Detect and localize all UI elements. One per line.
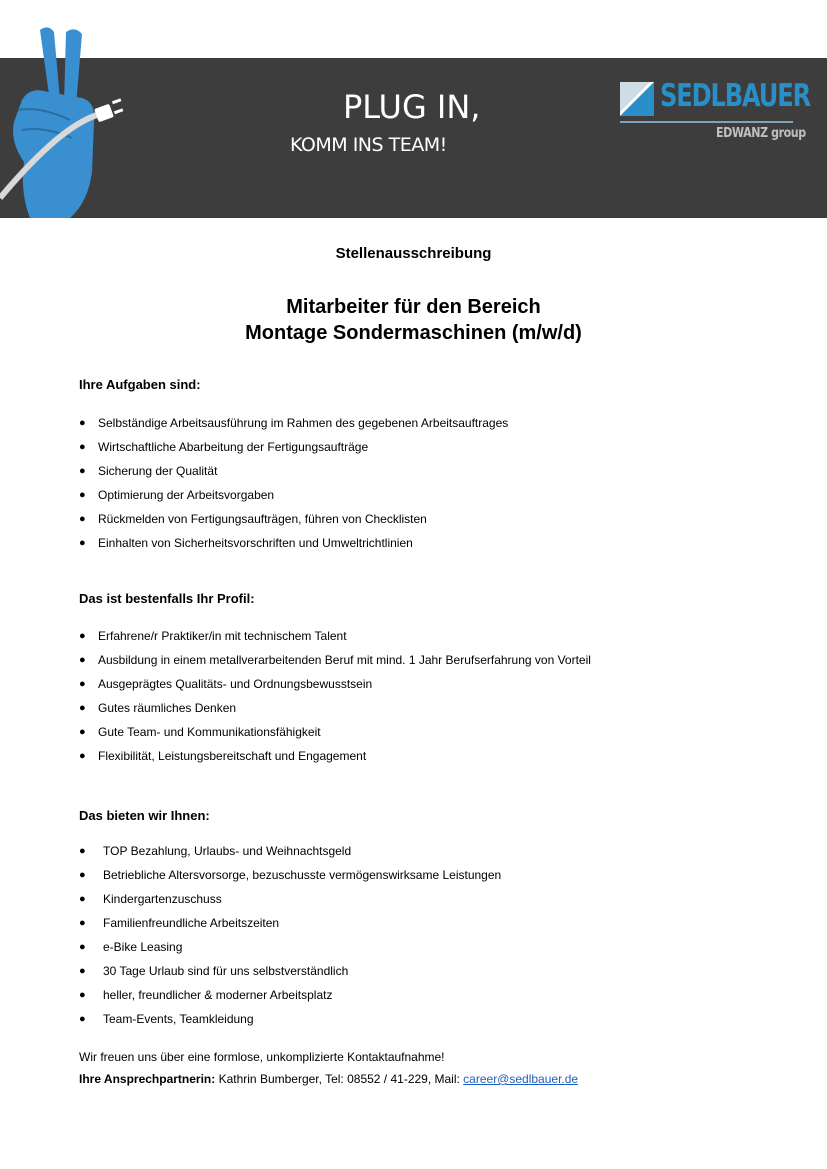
bullet: ● <box>79 917 86 929</box>
bullet: ● <box>79 678 86 690</box>
bullet: ● <box>79 537 86 549</box>
contact-details: Kathrin Bumberger, Tel: 08552 / 41-229, Mail: <box>215 1072 464 1086</box>
document-type: Stellenausschreibung <box>335 245 492 262</box>
slogan-line-1: PLUG IN, <box>343 88 481 126</box>
bullet: ● <box>79 702 86 714</box>
bullet: ● <box>79 845 86 857</box>
bullet: ● <box>79 630 86 642</box>
bullet: ● <box>79 654 86 666</box>
bullet: ● <box>79 489 86 501</box>
bullet: ● <box>79 941 86 953</box>
company-logo <box>620 78 811 152</box>
bullet: ● <box>79 965 86 977</box>
logo-group: EDWANZ group <box>716 126 806 141</box>
job-title <box>0 294 827 346</box>
bullet: ● <box>79 893 86 905</box>
sedlbauer-logo-mark-icon <box>620 82 654 116</box>
bullet: ● <box>79 441 86 453</box>
bullet: ● <box>79 417 86 429</box>
slogan-line-2: KOMM INS TEAM! <box>290 134 447 156</box>
logo-divider <box>620 121 793 123</box>
bullet: ● <box>79 989 86 1001</box>
bullet: ● <box>79 726 86 738</box>
contact-label: Ihre Ansprechpartnerin: <box>79 1072 216 1086</box>
profile-heading: Das ist bestenfalls Ihr Profil: <box>79 591 255 606</box>
offer-heading: Das bieten wir Ihnen: <box>79 808 210 823</box>
email-link[interactable]: career@sedlbauer.de <box>463 1072 579 1086</box>
bullet: ● <box>79 1013 86 1025</box>
tasks-heading: Ihre Aufgaben sind: <box>79 377 201 392</box>
victory-hand-plug-icon <box>0 22 140 218</box>
closing-text: Wir freuen uns über eine formlose, unkomplizierte Kontaktaufnahme! <box>79 1050 445 1064</box>
bullet: ● <box>79 869 86 881</box>
bullet: ● <box>79 465 86 477</box>
logo-name: SEDLBAUER <box>660 78 811 114</box>
job-title-line-2: Montage Sondermaschinen (m/w/d) <box>245 322 582 344</box>
job-title-line-1: Mitarbeiter für den Bereich <box>286 296 541 318</box>
bullet: ● <box>79 750 86 762</box>
bullet: ● <box>79 513 86 525</box>
contact-line <box>79 1072 578 1086</box>
